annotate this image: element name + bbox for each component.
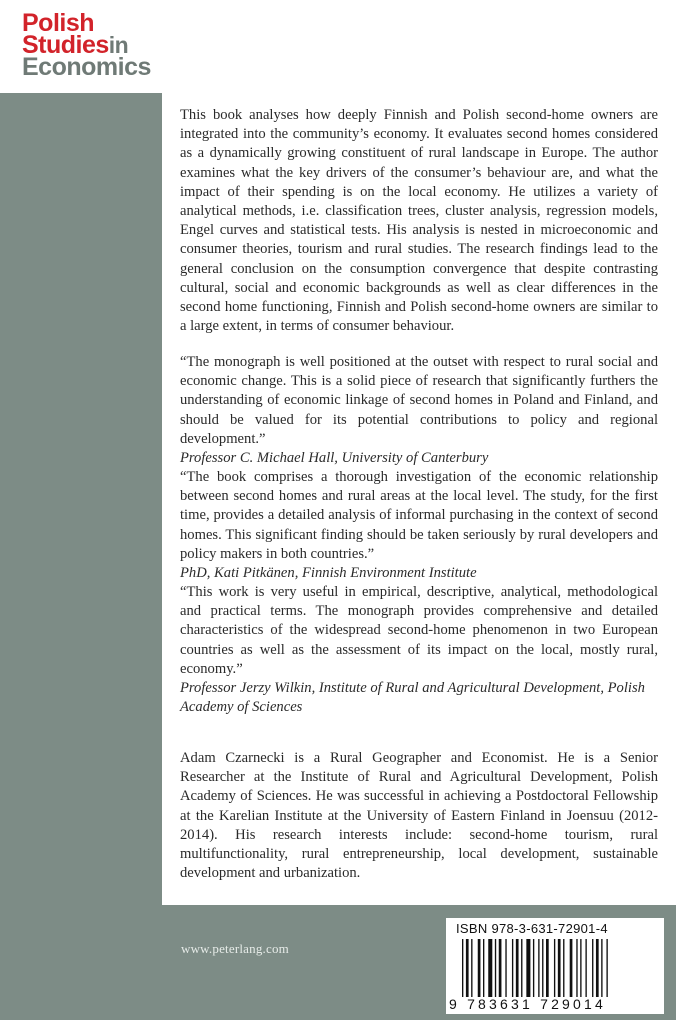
barcode-bars: [462, 939, 658, 997]
barcode-digits: 9 783631 729014: [449, 996, 606, 1012]
barcode-bar: [478, 939, 481, 997]
barcode-bar: [606, 939, 607, 997]
review-author: Professor Jerzy Wilkin, Institute of Rural and Agricultural Development, Polish Academy of Sciences: [180, 680, 645, 716]
barcode-bar: [521, 939, 522, 997]
review-author: PhD, Kati Pitkänen, Finnish Environment Institute: [180, 565, 477, 582]
barcode-bar: [505, 939, 506, 997]
barcode-bar: [558, 939, 561, 997]
barcode-bar: [488, 939, 492, 997]
review-2: [180, 468, 658, 583]
barcode-label: [446, 918, 664, 1014]
barcode-bar: [542, 939, 543, 997]
barcode-bar: [585, 939, 586, 997]
logo-line-polish: Polish: [22, 9, 95, 37]
barcode-bar: [495, 939, 496, 997]
review-quote: “The monograph is well positioned at the outset with respect to rural social and economic change. This is a solid piece of research that significantly furthers the understanding of economic linkage of second homes in Poland and Finland, and should be valued for its potential contributions to policy and regional development.”: [180, 354, 658, 447]
description-text: This book analyses how deeply Finnish and Polish second-home owners are integrated into the community’s economy. It evaluates second homes considered as a dynamically growing constituent of rural landscape in Europe. The author examines what the key drivers of the consumer’s behaviour are, and what the impact of their spending is on the local economy. He utilizes a variety of analytical methods, i.e. classification trees, cluster analysis, regression models, Engel curves and statistical tests. His analysis is nested in microeconomic and consumer theories, tourism and rural studies. The research findings lead to the general conclusion on the consumption convergence that despite contrasting cultural, social and economic backgrounds as well as clear differences in the second home functioning, Finnish and Polish second-home owners are similar to a large extent, in terms of consumer behaviour.: [180, 107, 658, 335]
isbn-text: ISBN 978-3-631-72901-4: [456, 921, 608, 936]
author-bio: [180, 749, 658, 883]
barcode-bar: [601, 939, 602, 997]
review-quote: “This work is very useful in empirical, descriptive, analytical, methodological and practical terms. The monograph provides comprehensive and detailed characteristics of the widespread second-home phenomenon in two European countries as well as the assessment of its impact on the local, mostly rural, economy.”: [180, 584, 658, 677]
barcode-bar: [533, 939, 534, 997]
barcode-bar: [563, 939, 564, 997]
barcode-bar: [596, 939, 599, 997]
barcode-bar: [483, 939, 484, 997]
barcode-bar: [538, 939, 539, 997]
barcode-bar: [570, 939, 573, 997]
author-bio-text: Adam Czarnecki is a Rural Geographer and Economist. He is a Senior Researcher at the Institute of Rural and Agricultural Development, Polish Academy of Sciences. He was successful in achieving a Postdoctoral Fellowship at the Karelian Institute at the University of Eastern Finland in Joensuu (2012-2014). His research interests include: second-home tourism, rural multifunctionality, rural entrepreneurship, local development, sustainable development and urbanization.: [180, 750, 658, 882]
barcode-bar: [512, 939, 513, 997]
review-author: Professor C. Michael Hall, University of Canterbury: [180, 450, 489, 467]
logo-word-in: in: [108, 32, 129, 58]
logo-line-economics: Economics: [22, 53, 151, 81]
barcode-bar: [499, 939, 502, 997]
review-1: [180, 353, 658, 468]
barcode-bar: [592, 939, 593, 997]
barcode-bar: [462, 939, 463, 997]
header-band: [0, 0, 676, 93]
barcode-bar: [580, 939, 581, 997]
barcode-bar: [554, 939, 555, 997]
barcode-bar: [471, 939, 472, 997]
publisher-url[interactable]: www.peterlang.com: [181, 941, 289, 956]
logo-word-studies: Studies: [22, 31, 109, 59]
left-sidebar: [0, 93, 162, 1020]
review-3: [180, 583, 658, 717]
barcode-bar: [466, 939, 469, 997]
barcode-bar: [526, 939, 530, 997]
review-quote: “The book comprises a thorough investigation of the economic relationship between second homes and rural areas at the local level. The study, for the first time, provides a detailed analysis of informal purchasing in the context of second homes. This significant finding should be taken seriously by rural developers and policy makers in both countries.”: [180, 469, 658, 562]
barcode-bar: [516, 939, 519, 997]
book-description: [180, 106, 658, 336]
barcode-bar: [546, 939, 549, 997]
barcode-bar: [576, 939, 577, 997]
series-logo: [22, 9, 151, 81]
